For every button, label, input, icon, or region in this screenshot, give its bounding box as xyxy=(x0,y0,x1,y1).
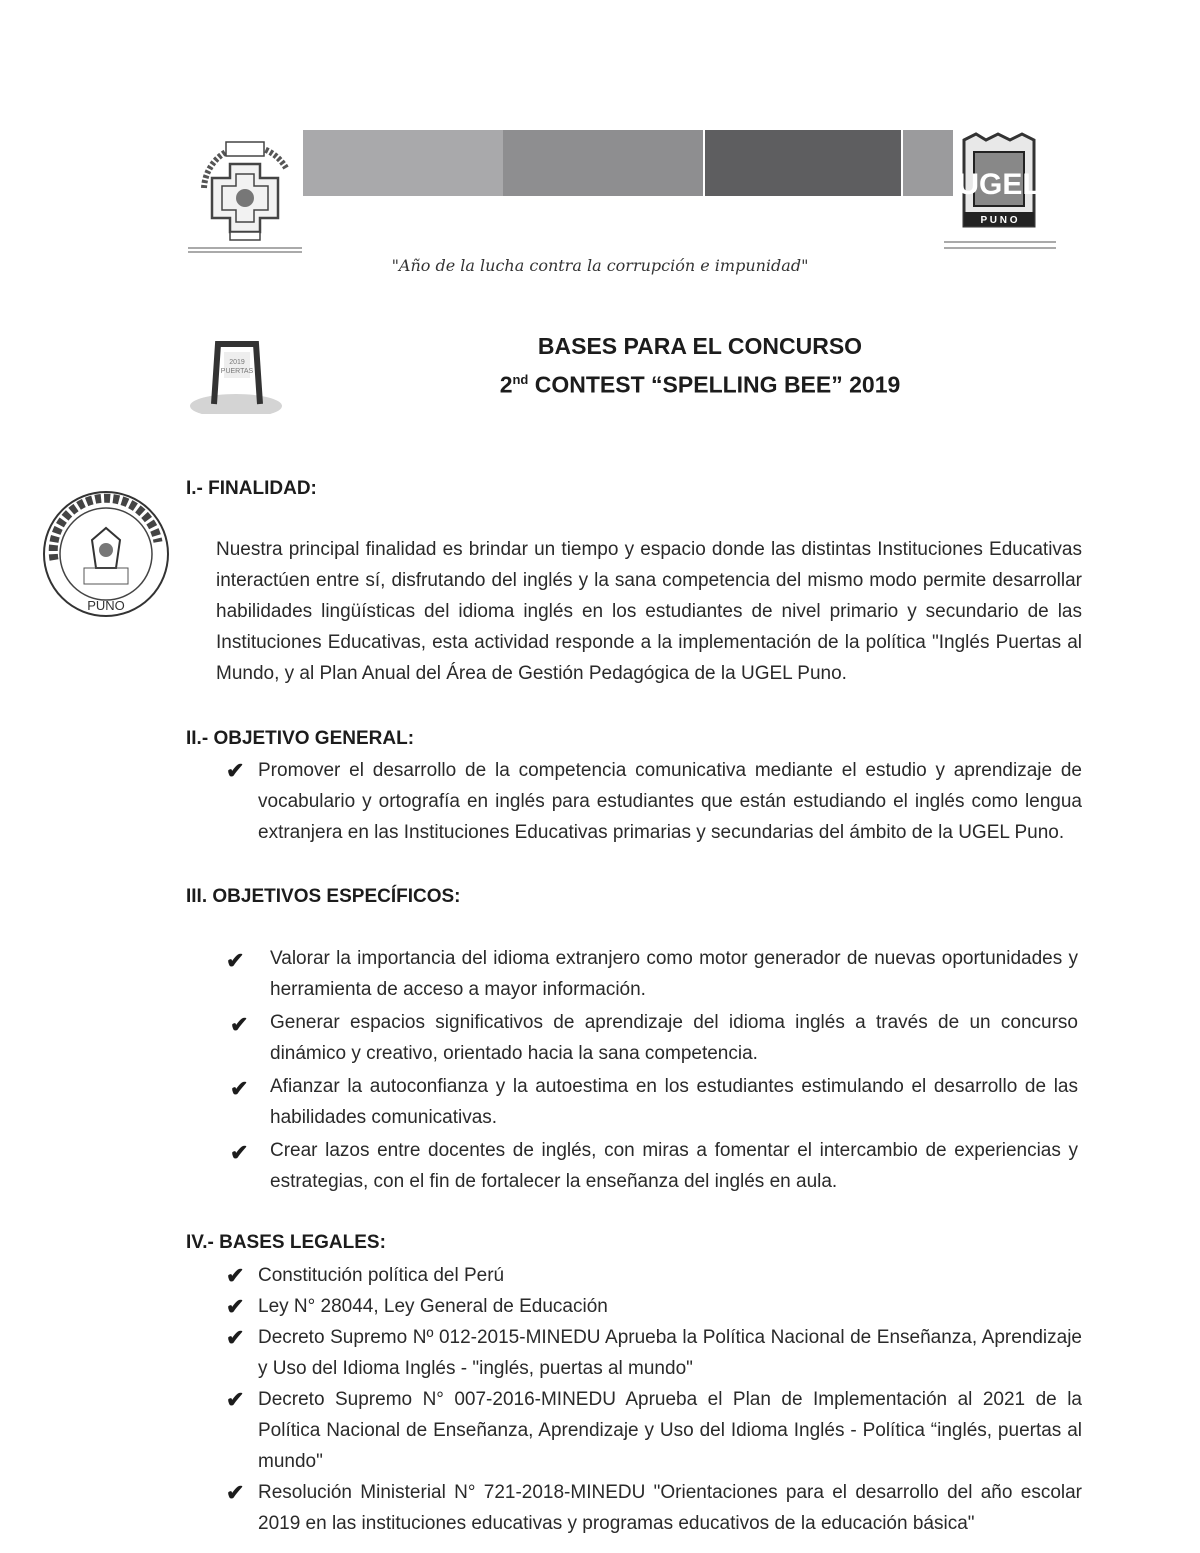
bases-legales-list xyxy=(226,1260,1082,1539)
list-item: ✔ Generar espacios significativos de aprendizaje del idioma inglés a través de un concurso dinámico y creativo, orientado hacia la sana competencia. xyxy=(226,1007,1078,1069)
title-line-2: 2nd CONTEST “SPELLING BEE” 2019 xyxy=(499,371,901,398)
list-item: ✔ Promover el desarrollo de la competencia comunicativa mediante el estudio y aprendizaje de vocabulario y ortografía en inglés para estudiantes que están estudiando el inglés como lengua extranjera en las Instituciones Educativas primarias y secundarias del ámbito de la UGEL Puno. xyxy=(226,755,1082,848)
svg-text:PUNO: PUNO xyxy=(87,598,125,613)
checkmark-icon: ✔ xyxy=(226,1480,245,1505)
section-heading-objetivos-especificos: III. OBJETIVOS ESPECÍFICOS: xyxy=(186,886,461,907)
checkmark-icon: ✔ xyxy=(226,1263,245,1288)
puertas-al-mundo-logo xyxy=(186,330,282,414)
section-heading-objetivo-general: II.- OBJETIVO GENERAL: xyxy=(186,728,415,749)
document-title xyxy=(420,330,980,402)
objetivo-general-list xyxy=(226,755,1082,848)
list-item: ✔ Decreto Supremo N° 007-2016-MINEDU Aprueba el Plan de Implementación al 2021 de la Política Nacional de Enseñanza, Aprendizaje y Uso del Idioma Inglés - Política “inglés, puertas al mundo" xyxy=(226,1384,1082,1477)
checkmark-icon: ✔ xyxy=(230,1140,249,1165)
section-heading-bases-legales: IV.- BASES LEGALES: xyxy=(186,1232,386,1253)
svg-text:2019: 2019 xyxy=(229,359,245,366)
list-item: ✔ Resolución Ministerial N° 721-2018-MINEDU "Orientaciones para el desarrollo del año escolar 2019 en las instituciones educativas y programas educativos de la educación básica" xyxy=(226,1477,1082,1539)
checkmark-icon: ✔ xyxy=(230,1076,249,1101)
checkmark-icon: ✔ xyxy=(226,1387,245,1412)
svg-text:PUERTAS: PUERTAS xyxy=(220,368,254,375)
svg-text:UGEL: UGEL xyxy=(957,168,1041,201)
header-banner xyxy=(303,130,953,196)
checkmark-icon: ✔ xyxy=(226,758,245,783)
list-item: ✔ Constitución política del Perú xyxy=(226,1260,1082,1291)
list-item: ✔ Ley N° 28044, Ley General de Educación xyxy=(226,1291,1082,1322)
list-item: ✔ Crear lazos entre docentes de inglés, con miras a fomentar el intercambio de experiencias y estrategias, con el fin de fortalecer la enseñanza del inglés en aula. xyxy=(226,1135,1078,1197)
year-motto: "Año de la lucha contra la corrupción e impunidad" xyxy=(391,256,809,275)
objetivos-especificos-list xyxy=(226,943,1078,1197)
drep-logo xyxy=(186,128,304,260)
official-stamp xyxy=(36,484,176,624)
checkmark-icon: ✔ xyxy=(226,1325,245,1350)
list-item: ✔ Afianzar la autoconfianza y la autoestima en los estudiantes estimulando el desarrollo de las habilidades comunicativas. xyxy=(226,1071,1078,1133)
ugel-puno-logo xyxy=(940,130,1058,256)
svg-text:P U N O: P U N O xyxy=(980,215,1018,226)
finalidad-text: Nuestra principal finalidad es brindar un tiempo y espacio donde las distintas Instituciones Educativas interactúen entre sí, disfrutando del inglés y la sana competencia del mismo modo permite desarrollar habilidades lingüísticas del idioma inglés en los estudiantes de nivel primario y secundario de las Instituciones Educativas, esta actividad responde a la implementación de la política "Inglés Puertas al Mundo, y al Plan Anual del Área de Gestión Pedagógica de la UGEL Puno. xyxy=(216,539,1082,684)
title-line-1: BASES PARA EL CONCURSO xyxy=(537,333,863,359)
checkmark-icon: ✔ xyxy=(226,948,245,973)
list-item: ✔ Decreto Supremo Nº 012-2015-MINEDU Aprueba la Política Nacional de Enseñanza, Aprendizaje y Uso del Idioma Inglés - "inglés, puertas al mundo" xyxy=(226,1322,1082,1384)
section-heading-finalidad: I.- FINALIDAD: xyxy=(186,478,317,499)
checkmark-icon: ✔ xyxy=(226,1294,245,1319)
checkmark-icon: ✔ xyxy=(230,1012,249,1037)
list-item: ✔ Valorar la importancia del idioma extranjero como motor generador de nuevas oportunidades y herramienta de acceso a mayor información. xyxy=(226,943,1078,1005)
